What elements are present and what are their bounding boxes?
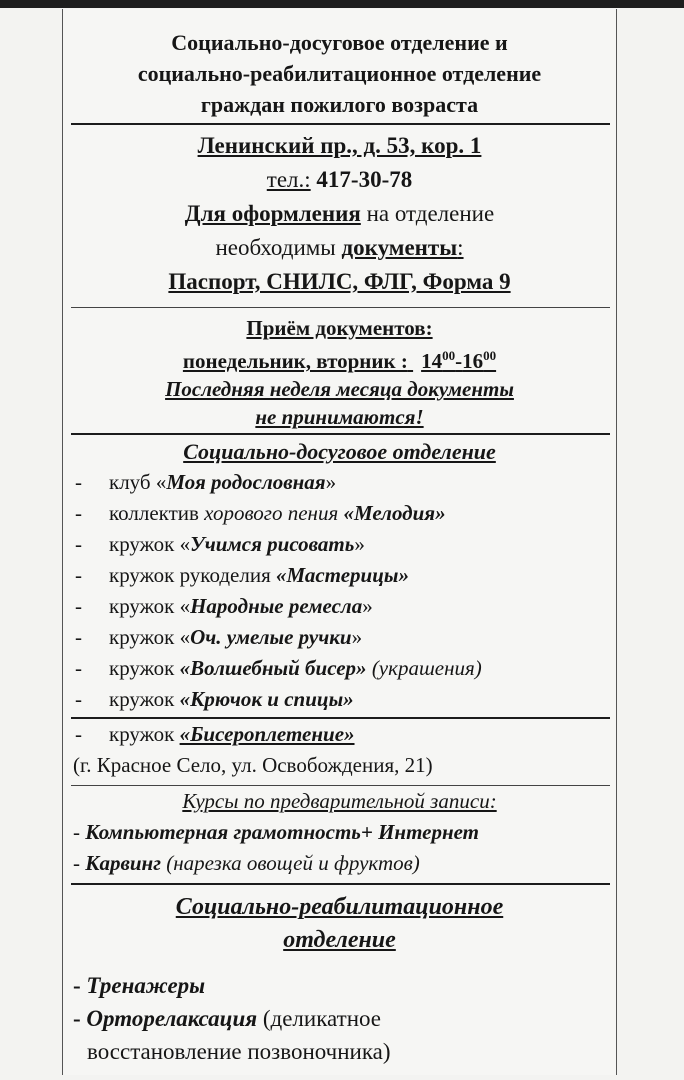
docs-intro-rest: на отделение: [360, 201, 495, 226]
notice-sheet: [62, 9, 617, 1075]
list-item: - кружок «Оч. умелые ручки»: [75, 625, 363, 649]
title-line-1: Социально-досуговое отделение и: [171, 30, 508, 55]
reception-heading: Приём документов:: [246, 316, 433, 340]
leisure-heading: Социально-досуговое отделение: [183, 439, 496, 464]
beading-name: «Бисероплетение»: [179, 722, 355, 746]
address: Ленинский пр., д. 53, кор. 1: [197, 133, 482, 158]
title-line-2: социально-реабилитационное отделение: [137, 61, 542, 86]
list-item: - кружок «Волшебный бисер» (украшения): [75, 656, 482, 680]
course-item-1: - Компьютерная грамотность+ Интернет: [73, 820, 479, 844]
phone-line: [63, 163, 616, 197]
page-title: [63, 9, 616, 120]
docs-needed-colon: :: [457, 235, 464, 260]
rehab-heading-2: отделение: [283, 927, 396, 953]
docs-intro-bold: Для оформления: [184, 201, 361, 226]
rehab-item-2-cont: восстановление позвоночника): [87, 1039, 391, 1064]
rehab-item-2: - Орторелаксация (деликатное: [73, 1006, 381, 1031]
time-end: 16: [462, 349, 484, 373]
docs-needed: [63, 231, 616, 265]
leisure-list: [63, 467, 616, 715]
beading-location: (г. Красное Село, ул. Освобождения, 21): [73, 753, 433, 777]
time-sep: -: [455, 349, 463, 373]
docs-needed-prefix: необходимы: [215, 235, 342, 260]
reception-days: понедельник, вторник :: [182, 349, 408, 373]
time-start: 14: [421, 349, 443, 373]
rehab-heading-1: Социально-реабилитационное: [175, 894, 504, 920]
contacts-block: [63, 125, 616, 305]
courses-heading: Курсы по предварительной записи:: [182, 789, 497, 813]
list-item: - клуб «Моя родословная»: [75, 470, 337, 494]
course-item-2: - Карвинг (нарезка овощей и фруктов): [73, 851, 420, 875]
rehab-list: [63, 957, 616, 1068]
list-item: - кружок рукоделия «Мастерицы»: [75, 563, 409, 587]
courses-block: [63, 786, 616, 879]
beading-block: [63, 719, 616, 781]
reception-notice-1: Последняя неделя месяца документы: [165, 377, 514, 401]
list-item: - кружок «Учимся рисовать»: [75, 532, 365, 556]
reception-block: [63, 308, 616, 431]
title-line-3: граждан пожилого возраста: [200, 92, 479, 117]
docs-needed-word: документы: [341, 235, 458, 260]
rehab-item-1: - Тренажеры: [73, 973, 206, 998]
rehab-heading: [63, 885, 616, 957]
list-item: - кружок «Народные ремесла»: [75, 594, 373, 618]
list-item: - коллектив хорового пения «Мелодия»: [75, 501, 446, 525]
docs-intro: [63, 197, 616, 231]
reception-hours: [63, 342, 616, 375]
top-edge-strip: [0, 0, 684, 8]
list-item: - кружок «Крючок и спицы»: [75, 687, 354, 711]
phone-number: 417-30-78: [316, 167, 413, 192]
beading-item: - кружок «Бисероплетение»: [75, 722, 355, 746]
phone-label: тел.:: [266, 167, 311, 192]
time-end-sup: 00: [483, 348, 497, 363]
docs-list: Паспорт, СНИЛС, ФЛГ, Форма 9: [168, 269, 511, 294]
time-start-sup: 00: [442, 348, 456, 363]
reception-notice-2: не принимаются!: [255, 405, 424, 429]
